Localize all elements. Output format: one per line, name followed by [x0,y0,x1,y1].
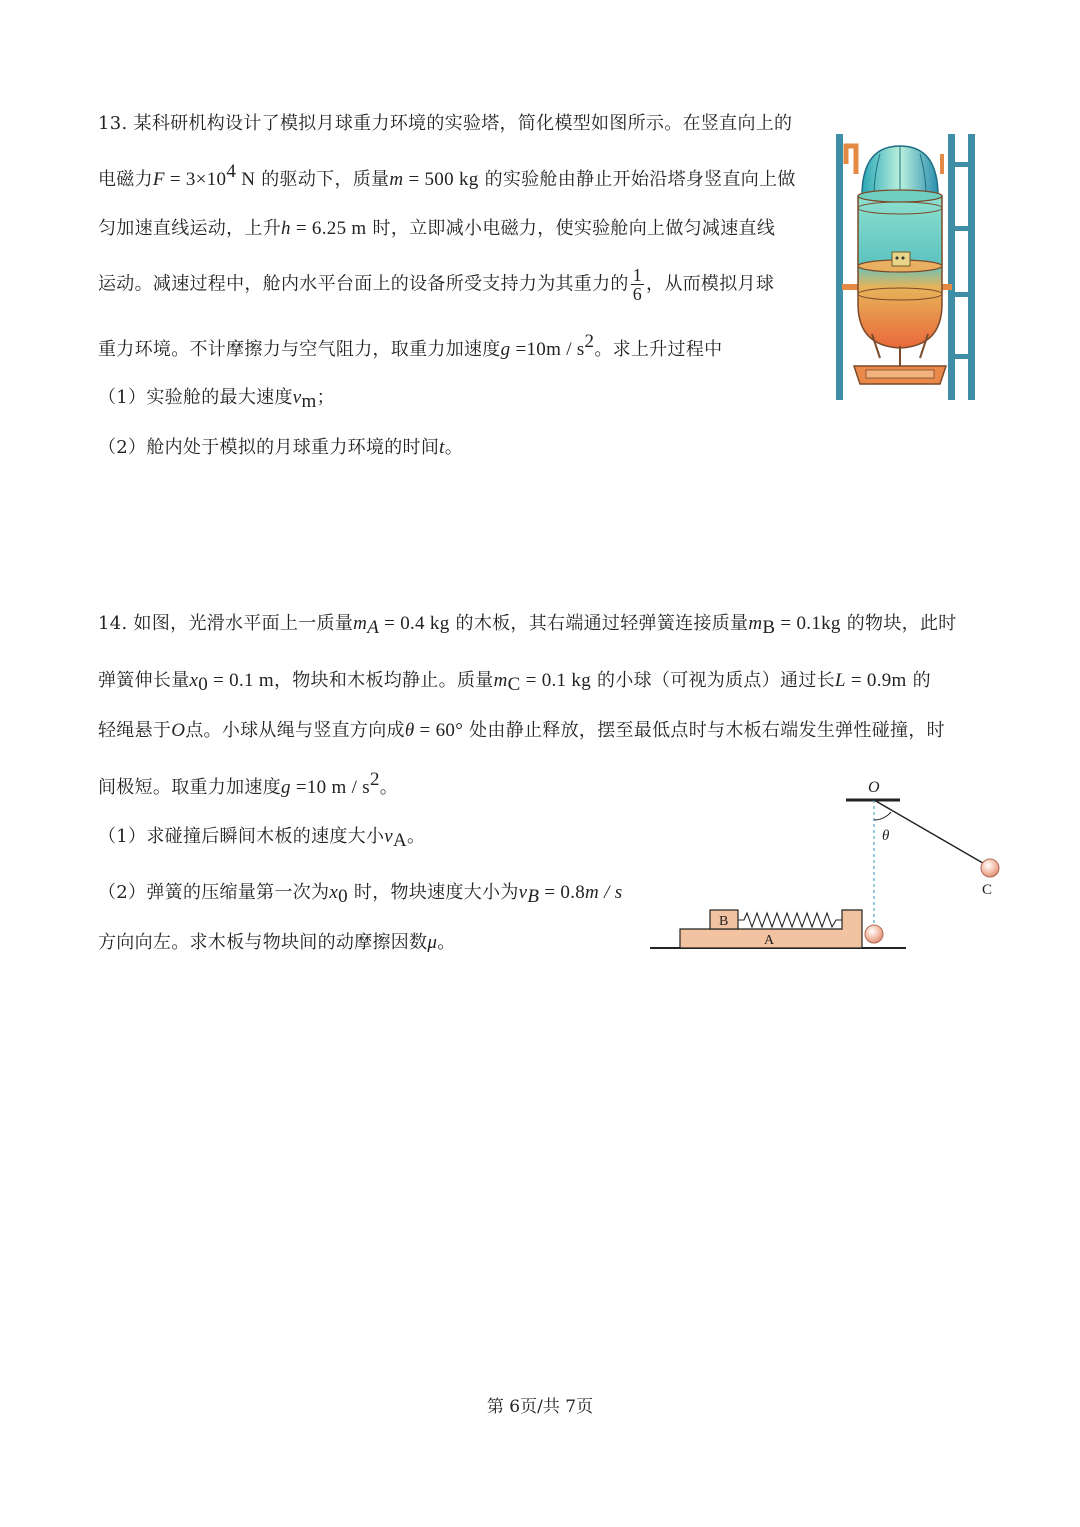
q14-part-3: 方向向左。求木板与物块间的动摩擦因数μ。 [98,932,456,953]
label-B: B [719,914,729,929]
q13-line-4: 运动。减速过程中，舱内水平台面上的设备所受支持力为其重力的 $\frac{1}{6}$ ，从而模拟月球 [98,265,775,304]
q13-line-2: 电磁力$F = 3\times 10^4$ N 的驱动下，质量m = 500 kg 的实验舱由静止开始沿塔身竖直向上做 [98,161,796,190]
angle-arc [874,812,891,820]
label-C: C [982,882,993,898]
pendulum-board-diagram [648,772,1008,954]
q14-line-1: 14. 如图，光滑水平面上一质量$m_A = 0.4$ kg 的木板，其右端通过轻弹簧连接质量$m_B = 0.1kg$ 的物块，此时 [98,613,957,638]
q14-line-4: 间极短。取重力加速度g =10 m / $s^2$。 [98,769,399,798]
device-box [892,252,910,266]
page-footer: 第 6页/共 7页 [486,1397,594,1417]
label-A: A [764,933,775,948]
q13-part-2: （2）舱内处于模拟的月球重力环境的时间t。 [98,437,464,458]
q13-line-3: 匀加速直线运动，上升h = 6.25 m 时，立即减小电磁力，使实验舱向上做匀减速直线 [98,218,776,239]
q14-line-2: 弹簧伸长量$x_0 = 0.1$ m，物块和木板均静止。质量$m_C = 0.1$ kg 的小球（可视为质点）通过长L = 0.9m 的 [98,670,931,695]
spring [738,913,842,927]
ball-lowest-position [865,925,883,943]
ball-C [981,859,999,877]
rope [874,800,988,866]
experiment-tower-figure [832,134,978,400]
tower-rail-right-1 [948,134,955,400]
q14-part-2: （2）弹簧的压缩量第一次为$x_0$ 时，物块速度大小为$v_B = 0.8m / s$ [98,882,623,907]
q13-part-1: （1）实验舱的最大速度$v_m$； [98,387,335,412]
label-O: O [868,779,880,796]
q14-part-1: （1）求碰撞后瞬间木板的速度大小$v_A$。 [98,826,426,851]
q13-line-1: 13. 某科研机构设计了模拟月球重力环境的实验塔，简化模型如图所示。在竖直向上的 [98,113,793,134]
label-theta: θ [882,828,890,844]
fraction-one-sixth: $\frac{1}{6}$ [632,265,643,304]
tower-rail-right-2 [968,134,975,400]
tower-rail-left [836,134,843,400]
q14-line-3: 轻绳悬于O点。小球从绳与竖直方向成θ = 60° 处由静止释放，摆至最低点时与木板右端发生弹性碰撞，时 [98,720,945,741]
q13-line-5: 重力环境。不计摩擦力与空气阻力，取重力加速度$g =10m / s^2$。求上升过程中 [98,331,723,360]
